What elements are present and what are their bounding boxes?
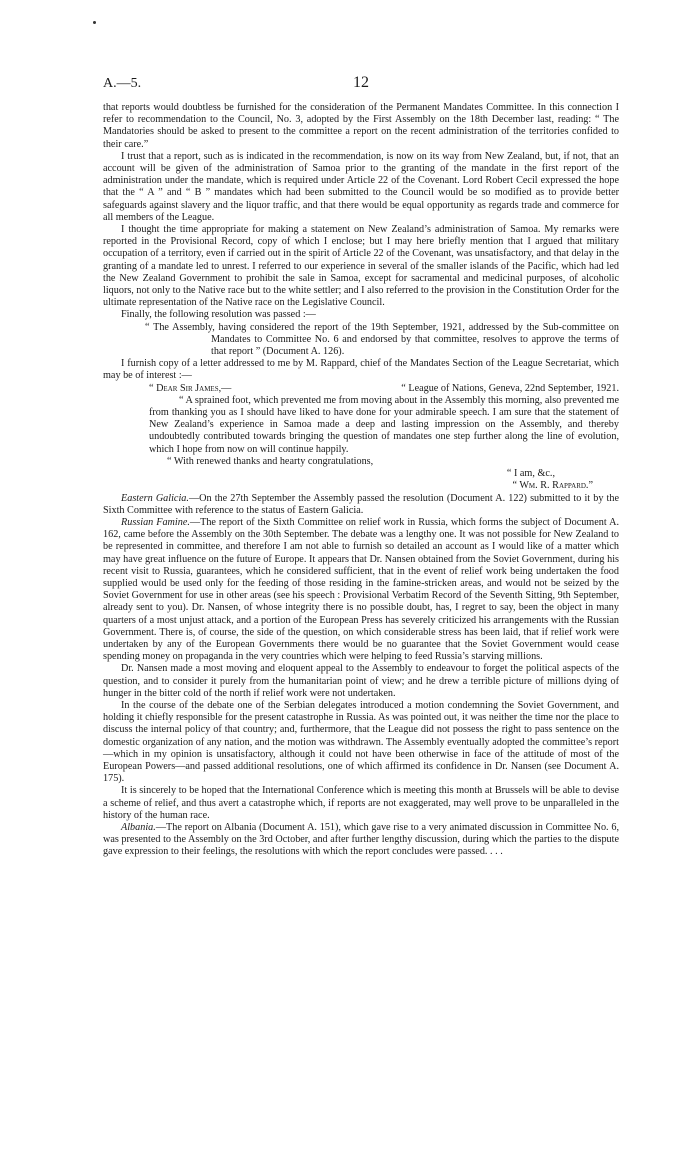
section-title: Russian Famine.: [121, 516, 190, 528]
page-header: [103, 76, 619, 102]
document-reference: A.—5.: [103, 76, 142, 91]
letter-intro: I furnish copy of a letter addressed to me by M. Rappard, chief of the Mandates Section of the League Secretariat, which may be of interest :—: [103, 358, 619, 382]
section-eastern-galicia: [103, 493, 619, 517]
margin-mark: [93, 21, 96, 24]
paragraph: I thought the time appropriate for making a statement on New Zealand’s administration of Samoa. My remarks were reported in the Provisional Record, copy of which I enclose; but I may here briefly mention that I argued that military occupation of a territory, even if carried out in the spirit of Article 22 of the Covenant, was unsatisfactory, and that delay in the granting of a mandate led to unrest. I referred to our experience in several of the smaller islands of the Pacific, which had led the New Zealand Government to prohibit the sale in Samoa, except for sacramental and medicinal purposes, of alcoholic liquors, not only to the Native race but to the white settler; and I also referred to the provision in the Constitution Order for the ultimate representation of the Native race on the Legislative Council.: [103, 224, 619, 309]
document-body: [103, 102, 619, 859]
section-russian-famine: [103, 517, 619, 663]
paragraph: I trust that a report, such as is indicated in the recommendation, is now on its way from New Zealand, but, if not, that an account will be given of the administration of Samoa prior to the granting of the mandate in the first report of the administration under the mandate, which is required under Article 22 of the Covenant. Lord Robert Cecil expressed the hope that the “ A ” and “ B ” mandates which had been submitted to the Council would be so modified as to provide better safeguards against slavery and the liquor traffic, and that there would be equal opportunity as regards trade and commerce for all members of the League.: [103, 150, 619, 223]
section-text: —The report on Albania (Document A. 151), which gave rise to a very animated discussion in Committee No. 6, was presented to the Assembly on the 3rd October, and after further lengthy discussion, during which the parties to the dispute gave expression to their feelings, the resolutions with which the report concludes were passed. . . .: [103, 821, 619, 858]
section-title: Eastern Galicia.: [121, 492, 189, 504]
paragraph: Finally, the following resolution was passed :—: [121, 309, 316, 321]
paragraph: that reports would doubtless be furnished for the consideration of the Permanent Mandates Committee. In this connection I refer to recommendation to the Council, No. 3, adopted by the First Assembly on the 18th December last, reading: “ The Mandatories should be asked to present to the committee a report on the recent administration of the territories confided to their care.”: [103, 102, 619, 150]
section-text: —The report of the Sixth Committee on relief work in Russia, which forms the subject of Document A. 162, came before the Assembly on the 30th September. The debate was a lengthy one. It was not possible for New Zealand to be represented in committee, and therefore I am not able to furnish so detailed an account as I would like of a matter which may have great influence on the future of Europe. It appears that Dr. Nansen obtained from the Soviet Government, during his recent visit to Russia, guarantees, which he considered sufficient, that in the event of relief work being undertaken the food supplied would be used only for the feeding of those residing in the famine-stricken areas, and would not be seized by the Soviet Government for use in other areas (see his speech : Provisional Verbatim Record of the Seventh Sitting, 9th September, already sent to you). Dr. Nansen, of whose integrity there is no possible doubt, has, I regret to say, been the object in many quarters of a most unjust attack, and a portion of the European Press has severely criticized his arrangements with the Russian Government. There is, of course, the side of the question, on which considerable stress has been laid, that if relief work were undertaken by any of the European Governments there would be no guarantee that the Soviet Government would cease spending money on propaganda in the very countries which were helping to feed Russia’s starving millions.: [103, 516, 619, 663]
section-title: Albania.: [121, 821, 156, 833]
letter-signature: “ Wm. R. Rappard.”: [512, 480, 593, 492]
resolution-text: “ The Assembly, having considered the report of the 19th September, 1921, addressed by the Sub-committee on Mandates to Committee No. 6 and endorsed by that committee, resolves to approve the terms of that report ” (Document A. 126).: [145, 321, 619, 358]
letter-signoff: “ I am, &c.,: [506, 468, 555, 480]
paragraph: In the course of the debate one of the Serbian delegates introduced a motion condemning the Soviet Government, and holding it chiefly responsible for the present catastrophe in Russia. As was pointed out, it was neither the time nor the place to discuss the internal policy of that country; and, furthermore, that the League did not possess the right to pass sentence on the domestic organization of any nation, and the motion was withdrawn. The Assembly eventually adopted the committee’s report—which in my opinion is unsatisfactory, although it could not have been otherwise in face of the attitude of most of the European Powers—and passed additional resolutions, one of which affirmed its confidence in Dr. Nansen (see Document A. 175).: [103, 699, 619, 785]
paragraph: Dr. Nansen made a most moving and eloquent appeal to the Assembly to endeavour to forget the political aspects of the question, and to consider it purely from the humanitarian point of view; and he drew a terrible picture of millions dying of hunger in the bitter cold of the north if relief work were not undertaken.: [103, 663, 619, 699]
letter-heading: [149, 383, 619, 395]
section-albania: [103, 822, 619, 859]
letter-place-date: “ League of Nations, Geneva, 22nd September, 1921.: [401, 382, 619, 394]
letter: [149, 383, 619, 493]
page-number: 12: [353, 74, 369, 91]
letter-closing: “ With renewed thanks and hearty congratulations,: [167, 455, 374, 467]
letter-body: “ A sprained foot, which prevented me from moving about in the Assembly this morning, also prevented me from thanking you as I should have liked to have done for your admirable speech. I am sure that the statement of New Zealand’s experience in Samoa made a deep and lasting impression on the Assembly, and thereby undoubtedly contributed towards bringing the question of mandates one step further along the line of evolution, which I hope from now on will continue happily.: [149, 394, 619, 455]
document-page: [103, 76, 619, 859]
section-text: —On the 27th September the Assembly passed the resolution (Document A. 122) submitted to it by the Sixth Committee with reference to the status of Eastern Galicia.: [103, 492, 620, 516]
letter-salutation: “ Dear Sir James,—: [149, 382, 232, 394]
paragraph: It is sincerely to be hoped that the International Conference which is meeting this month at Brussels will be able to devise a scheme of relief, and thus avert a catastrophe which, if reports are not exaggerated, may well prove to be unparalleled in the history of the human race.: [103, 785, 619, 821]
resolution-quote: [145, 322, 619, 359]
